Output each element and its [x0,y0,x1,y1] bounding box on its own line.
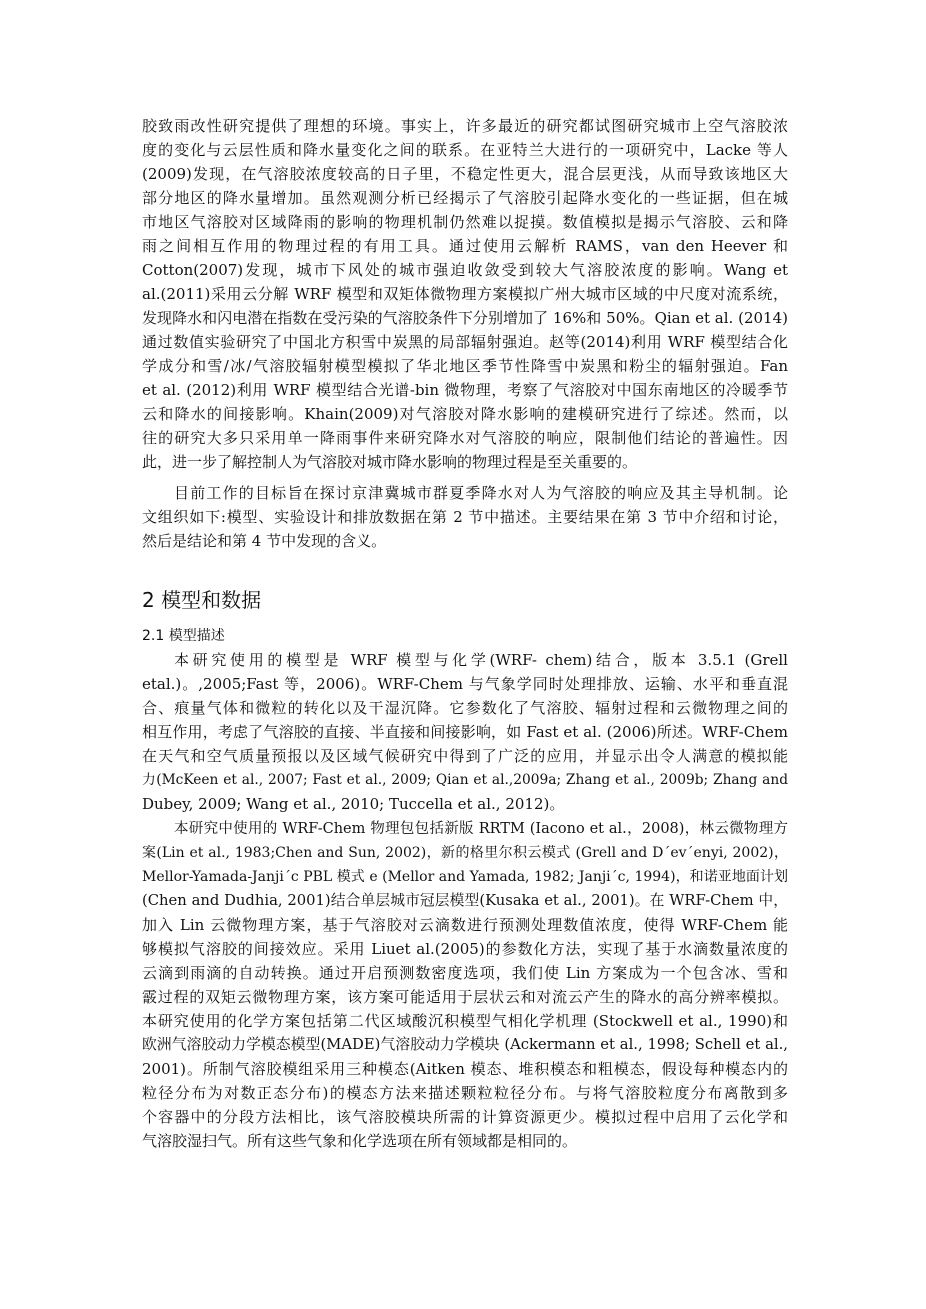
text-line: et al. (2012)利用 WRF 模型结合光谱-bin 微物理，考察了气溶胶对中国东南地区的冷暖季节 [142,381,788,399]
text-line: 云和降水的间接影响。Khain(2009)对气溶胶对降水影响的建模研究进行了综述。然而，以 [142,405,788,423]
text-line: 霰过程的双矩云微物理方案，该方案可能适用于层状云和对流云产生的降水的高分辨率模拟。 [142,988,788,1006]
text-line: 个容器中的分段方法相比，该气溶胶模块所需的计算资源更少。模拟过程中启用了云化学和 [142,1108,788,1126]
text-line: 学成分和雪/冰/气溶胶辐射模型模拟了华北地区季节性降雪中炭黑和粉尘的辐射强迫。Fan [142,357,788,375]
text-line: 2001)。所制气溶胶模组采用三种模态(Aitken 模态、堆积模态和粗模态，假设每种模态内的 [142,1060,788,1078]
text-line: 胶致雨改性研究提供了理想的环境。事实上，许多最近的研究都试图研究城市上空气溶胶浓 [142,117,788,135]
text-line: Dubey, 2009; Wang et al., 2010; Tuccella et al., 2012)。 [142,795,565,813]
text-line: 雨之间相互作用的物理过程的有用工具。通过使用云解析 RAMS，van den Heever 和 [142,237,788,255]
text-line: 在天气和空气质量预报以及区域气候研究中得到了广泛的应用，并显示出令人满意的模拟能 [142,747,788,765]
text-line: 案(Lin et al., 1983;Chen and Sun, 2002)，新的格里尔积云模式 (Grell and D´ev´enyi, 2002)， [142,845,788,861]
text-line: (Chen and Dudhia, 2001)结合单层城市冠层模型(Kusaka et al., 2001)。在 WRF-Chem 中， [142,892,788,909]
text-line: 度的变化与云层性质和降水量变化之间的联系。在亚特兰大进行的一项研究中，Lacke 等人 [142,141,788,159]
text-line: 发现降水和闪电潜在指数在受污染的气溶胶条件下分别增加了 16%和 50%。Qian et al. (2014) [142,309,788,327]
text-line: 粒径分布为对数正态分布)的模态方法来描述颗粒粒径分布。与将气溶胶粒度分布离散到多 [142,1084,788,1102]
text-line: etal.)。,2005;Fast 等，2006)。WRF-Chem 与气象学同时处理排放、运输、水平和垂直混 [142,675,788,693]
text-line: 市地区气溶胶对区域降雨的影响的物理机制仍然难以捉摸。数值模拟是揭示气溶胶、云和降 [142,213,788,231]
text-line: 通过数值实验研究了中国北方积雪中炭黑的局部辐射强迫。赵等(2014)利用 WRF 模型结合化 [142,333,788,351]
text-line: 文组织如下:模型、实验设计和排放数据在第 2 节中描述。主要结果在第 3 节中介绍和讨论， [142,508,788,526]
section-heading: 2 模型和数据 [142,588,262,612]
text-line: 目前工作的目标旨在探讨京津冀城市群夏季降水对人为气溶胶的响应及其主导机制。论 [174,484,788,502]
text-line: 本研究使用的化学方案包括第二代区域酸沉积模型气相化学机理 (Stockwell et al., 1990)和 [142,1012,788,1030]
subsection-heading: 2.1 模型描述 [142,628,225,644]
text-line: 力(McKeen et al., 2007; Fast et al., 2009; Qian et al.,2009a; Zhang et al., 2009b; Zhang and [142,772,788,788]
text-line: Cotton(2007)发现，城市下风处的城市强迫收敛受到较大气溶胶浓度的影响。Wang et [142,261,788,279]
text-line: 气溶胶湿扫气。所有这些气象和化学选项在所有领域都是相同的。 [142,1132,578,1150]
text-line: al.(2011)采用云分解 WRF 模型和双矩体微物理方案模拟广州大城市区域的中尺度对流系统， [142,285,788,303]
text-line: 然后是结论和第 4 节中发现的含义。 [142,532,387,550]
text-line: 云滴到雨滴的自动转换。通过开启预测数密度选项，我们使 Lin 方案成为一个包含冰、雪和 [142,964,788,982]
text-line: 够模拟气溶胶的间接效应。采用 Liuet al.(2005)的参数化方法，实现了基于水滴数量浓度的 [142,940,788,958]
text-line: 欧洲气溶胶动力学模态模型(MADE)气溶胶动力学模块 (Ackermann et al., 1998; Schell et al., [142,1036,788,1053]
text-line: 加入 Lin 云微物理方案，基于气溶胶对云滴数进行预测处理数值浓度，使得 WRF-Chem 能 [142,916,788,934]
text-line: 相互作用，考虑了气溶胶的直接、半直接和间接影响，如 Fast et al. (2006)所述。WRF-Chem [142,723,788,741]
text-line: 此，进一步了解控制人为气溶胶对城市降水影响的物理过程是至关重要的。 [142,453,638,471]
text-line: Mellor-Yamada-Janji´c PBL 模式 e (Mellor and Yamada, 1982; Janji´c, 1994)，和诺亚地面计划 [142,869,788,885]
text-line: (2009)发现，在气溶胶浓度较高的日子里，不稳定性更大，混合层更浅，从而导致该地区大 [142,165,788,183]
text-line: 部分地区的降水量增加。虽然观测分析已经揭示了气溶胶引起降水变化的一些证据，但在城 [142,189,788,207]
text-line: 本研究中使用的 WRF-Chem 物理包包括新版 RRTM (Iacono et al.，2008)，林云微物理方 [174,821,788,837]
text-line: 本研究使用的模型是 WRF 模型与化学(WRF- chem)结合，版本 3.5.1 (Grell [174,651,788,669]
text-line: 往的研究大多只采用单一降雨事件来研究降水对气溶胶的响应，限制他们结论的普遍性。因 [142,429,788,447]
text-line: 合、痕量气体和微粒的转化以及干湿沉降。它参数化了气溶胶、辐射过程和云微物理之间的 [142,699,788,717]
